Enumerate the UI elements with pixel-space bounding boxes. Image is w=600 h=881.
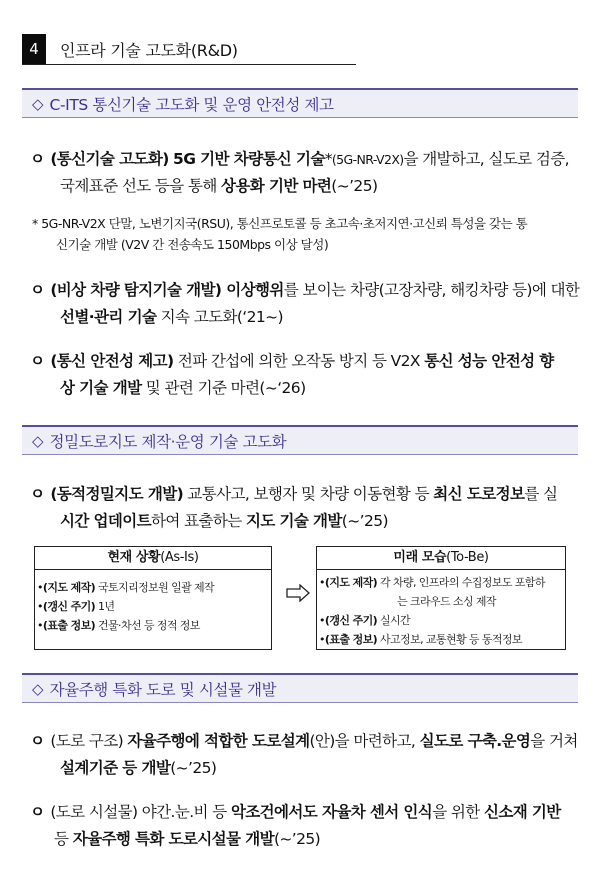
box-header-title: 현재 상황 (107, 550, 161, 565)
bullet-icon: ㅇ (30, 803, 45, 821)
row-label: (갱신 주기) (324, 614, 378, 627)
item-text: 하여 표출하는 (151, 512, 246, 530)
item-text: 교통사고, 보행자 및 차량 이동현황 등 (183, 485, 434, 503)
asis-box-body (35, 570, 271, 639)
chapter-title: 인프라 기술 고도화(R&D) (60, 41, 238, 60)
row-bullet: • (319, 633, 325, 646)
item-text: 을 개발하고, 실도로 검증, (403, 150, 569, 168)
bullet-icon: ㅇ (30, 150, 45, 168)
row-bullet: • (37, 600, 43, 613)
diamond-icon: ◇ (32, 94, 44, 113)
item-highlight: 상용화 기반 마련 (221, 177, 332, 195)
item-text: 국제표준 선도 등을 통해 (60, 177, 222, 195)
row-bullet: • (319, 614, 325, 627)
item-highlight: 자율주행 특화 도로시설물 개발 (72, 830, 274, 848)
item-label: (도로 구조) (50, 732, 124, 750)
item-text: (~’25) (273, 830, 321, 848)
asis-box (34, 546, 272, 650)
row-bullet: • (37, 581, 43, 594)
bullet-item-emergency-vehicle (30, 277, 586, 331)
row-text: 건물·차선 등 정적 정보 (95, 619, 200, 632)
row-bullet: • (319, 576, 325, 589)
item-continuation (30, 304, 586, 331)
item-highlight: 최신 도로정보 (433, 485, 525, 503)
item-label: (통신기술 고도화) (50, 150, 169, 168)
item-label: (동적정밀지도 개발) (50, 485, 184, 503)
asis-row (37, 578, 267, 597)
item-continuation (30, 173, 586, 200)
box-header-title: 미래 모습 (393, 550, 447, 565)
item-text: 전파 간섭에 의한 오작동 방지 등 V2X (173, 352, 425, 370)
bullet-item-road-structure (30, 728, 586, 782)
box-header-subtitle: (As-Is) (160, 550, 199, 565)
item-text: 을 위한 (432, 803, 484, 821)
item-text: (~’25) (170, 759, 217, 777)
item-highlight: 신소재 기반 (483, 803, 561, 821)
row-text: 국토지리정보원 일괄 제작 (95, 581, 215, 594)
item-text: 를 실 (524, 485, 558, 503)
row-label: (표출 정보) (324, 633, 378, 646)
item-highlight: 시간 업데이트 (60, 512, 152, 530)
section-header-autonomous-road (22, 673, 578, 703)
asis-row (37, 597, 267, 616)
tobe-row (319, 573, 561, 592)
bullet-icon: ㅇ (30, 352, 45, 370)
row-text: 1년 (95, 600, 115, 613)
section-header-cits (22, 88, 578, 118)
tobe-row (319, 611, 561, 630)
diamond-icon: ◇ (32, 679, 44, 698)
asis-box-header (35, 547, 271, 570)
item-text: 를 보이는 차량(고장차량, 해킹차량 등)에 대한 (283, 281, 580, 299)
item-label: (비상 차량 탐지기술 개발) (50, 281, 222, 299)
bullet-item-comm-tech (30, 146, 586, 200)
tobe-box (316, 546, 566, 650)
row-text: 각 차량, 인프라의 수집정보도 포함하 (377, 576, 545, 589)
bullet-icon: ㅇ (30, 732, 45, 750)
item-highlight: 악조건에서도 자율차 센서 인식 (230, 803, 433, 821)
item-text: 지속 고도화(‘21~) (156, 308, 283, 326)
tobe-row (319, 592, 561, 611)
item-text: 야간.눈.비 등 (137, 803, 231, 821)
bullet-item-dynamic-map (30, 481, 586, 535)
row-label: (지도 제작) (324, 576, 378, 589)
item-continuation (30, 755, 586, 782)
row-label: (갱신 주기) (42, 600, 96, 613)
footnote-line: * 5G-NR-V2X 단말, 노변기지국(RSU), 통신프로토콜 등 초고속·초저지연·고신뢰 특성을 갖는 통 (32, 216, 528, 231)
section-header-hd-map (22, 425, 578, 455)
right-arrow-icon (286, 584, 310, 602)
tobe-box-header (317, 547, 565, 570)
item-highlight: 이상행위 (221, 281, 284, 299)
item-text: (~’25) (341, 512, 388, 530)
item-text: 및 관련 기준 마련(~‘26) (141, 379, 306, 397)
item-highlight: 상 기술 개발 (60, 379, 142, 397)
box-header-subtitle: (To-Be) (446, 550, 489, 565)
item-highlight: 설계기준 등 개발 (60, 759, 171, 777)
section-title: 자율주행 특화 도로 및 시설물 개발 (49, 680, 277, 699)
item-text: (안)을 마련하고, (309, 732, 420, 750)
item-text: 을 거쳐 (530, 732, 578, 750)
item-text: (~’25) (331, 177, 378, 195)
item-highlight: 통신 성능 안전성 향 (424, 352, 554, 370)
item-highlight: 실도로 구축.운영 (419, 732, 531, 750)
asis-row (37, 616, 267, 635)
bullet-icon: ㅇ (30, 281, 45, 299)
item-text: 등 (54, 830, 73, 848)
item-highlight: 5G 기반 차량통신 기술 (173, 150, 325, 168)
section-title: C-ITS 통신기술 고도화 및 운영 안전성 제고 (49, 95, 334, 114)
item-highlight: 선별·관리 기술 (60, 308, 157, 326)
tobe-row (319, 630, 561, 649)
footnote-5g-nr-v2x (32, 213, 584, 255)
chapter-underline (22, 64, 356, 65)
item-continuation (30, 375, 586, 402)
footnote-line: 신기술 개발 (V2V 간 전송속도 150Mbps 이상 달성) (56, 237, 329, 252)
tobe-box-body (317, 570, 565, 653)
item-highlight: 지도 기술 개발 (245, 512, 342, 530)
item-label: (통신 안전성 제고) (50, 352, 174, 370)
item-label: (도로 시설물) (50, 803, 138, 821)
row-text: 는 크라우드 소싱 제작 (397, 595, 496, 608)
item-footnote-mark: * (324, 150, 332, 168)
row-label: (표출 정보) (42, 619, 96, 632)
row-text: 실시간 (377, 614, 411, 627)
item-continuation (30, 826, 586, 853)
bullet-icon: ㅇ (30, 485, 45, 503)
item-text: (5G-NR-V2X) (331, 152, 404, 167)
row-bullet: • (37, 619, 43, 632)
item-highlight: 자율주행에 적합한 도로설계 (127, 732, 310, 750)
item-continuation (30, 508, 586, 535)
diamond-icon: ◇ (32, 431, 44, 450)
section-title: 정밀도로지도 제작·운영 기술 고도화 (49, 432, 287, 451)
chapter-number: 4 (22, 34, 46, 64)
bullet-item-comm-safety (30, 348, 586, 402)
row-text: 사고정보, 교통현황 등 동적정보 (377, 633, 522, 646)
bullet-item-road-facility (30, 799, 586, 853)
row-label: (지도 제작) (42, 581, 96, 594)
